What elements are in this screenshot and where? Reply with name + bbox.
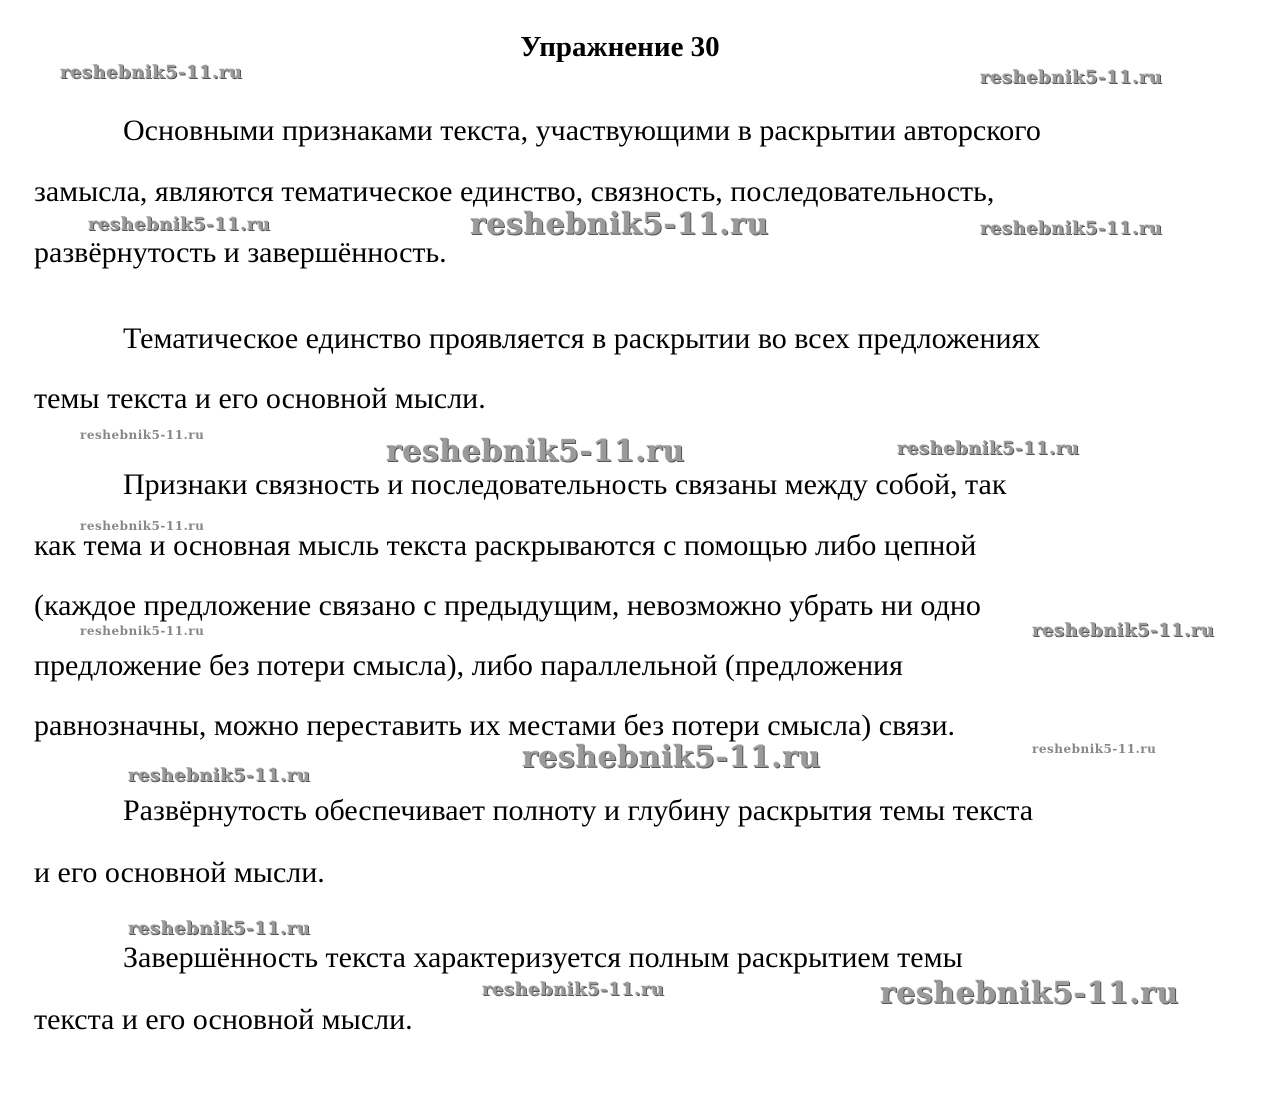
paragraph-1-line-3: развёрнутость и завершённость.: [34, 236, 447, 269]
watermark: reshebnik5-11.ru: [386, 434, 685, 469]
watermark: reshebnik5-11.ru: [80, 624, 205, 638]
watermark: reshebnik5-11.ru: [80, 428, 205, 442]
watermark: reshebnik5-11.ru: [897, 438, 1080, 459]
paragraph-2-line-1: Тематическое единство проявляется в раскрытии во всех предложениях: [123, 322, 1041, 355]
paragraph-4-line-1: Развёрнутость обеспечивает полноту и глубину раскрытия темы текста: [123, 794, 1034, 827]
watermark: reshebnik5-11.ru: [482, 979, 665, 1000]
watermark: reshebnik5-11.ru: [522, 740, 821, 775]
watermark: reshebnik5-11.ru: [60, 62, 243, 83]
paragraph-5-line-2: текста и его основной мысли.: [34, 1003, 413, 1036]
paragraph-2-line-2: темы текста и его основной мысли.: [34, 382, 486, 415]
watermark: reshebnik5-11.ru: [1032, 620, 1215, 641]
watermark: reshebnik5-11.ru: [470, 207, 769, 242]
exercise-title: Упражнение 30: [520, 31, 720, 63]
watermark: reshebnik5-11.ru: [1032, 742, 1157, 756]
watermark: reshebnik5-11.ru: [128, 765, 311, 786]
paragraph-3-line-2: как тема и основная мысль текста раскрываются с помощью либо цепной: [34, 529, 977, 562]
paragraph-3-line-4: предложение без потери смысла), либо параллельной (предложения: [34, 649, 903, 682]
paragraph-1-line-2: замысла, являются тематическое единство, связность, последовательность,: [34, 175, 995, 208]
watermark: reshebnik5-11.ru: [80, 519, 205, 533]
paragraph-3-line-5: равнозначны, можно переставить их местами без потери смысла) связи.: [34, 709, 956, 742]
watermark: reshebnik5-11.ru: [880, 976, 1179, 1011]
paragraph-5-line-1: Завершённость текста характеризуется полным раскрытием темы: [123, 941, 963, 974]
paragraph-3-line-3: (каждое предложение связано с предыдущим, невозможно убрать ни одно: [34, 589, 981, 622]
watermark: reshebnik5-11.ru: [980, 218, 1163, 239]
watermark: reshebnik5-11.ru: [980, 67, 1163, 88]
paragraph-4-line-2: и его основной мысли.: [34, 856, 325, 889]
paragraph-3-line-1: Признаки связность и последовательность связаны между собой, так: [123, 468, 1007, 501]
watermark: reshebnik5-11.ru: [88, 214, 271, 235]
paragraph-1-line-1: Основными признаками текста, участвующими в раскрытии авторского: [123, 114, 1041, 147]
watermark: reshebnik5-11.ru: [128, 918, 311, 939]
